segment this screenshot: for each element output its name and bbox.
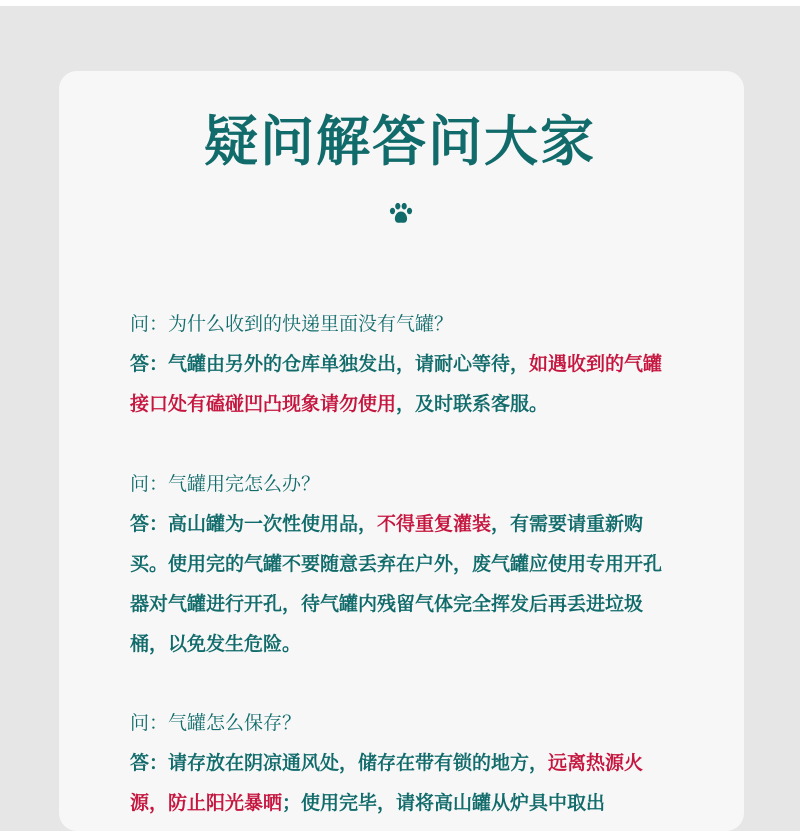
faq-item-3 [130,703,675,823]
answer-text: ；使用完毕，请将高山罐从炉具中取出 [282,792,606,814]
faq-item-1 [130,304,675,424]
answer-text: 答：请存放在阴凉通风处，储存在带有锁的地方， [130,752,549,774]
answer-highlight: 远离热源火源，防止阳光暴晒 [130,752,644,814]
faq-question: 问：气罐怎么保存？ [130,712,302,734]
answer-text: 答：高山罐为一次性使用品， [130,513,378,535]
faq-answer [130,504,675,664]
paw-toe-2 [395,203,400,210]
faq-answer [130,344,675,424]
answer-highlight: 不得重复灌装 [377,513,492,535]
page-title: 疑问解答问大家 [204,110,596,173]
paw-toe-4 [407,208,412,214]
top-strip [0,0,800,6]
answer-text: ，有需要请重新购买。使用完的气罐不要随意丢弃在户外，废气罐应使用专用开孔器对气罐进行开孔，待气罐内残留气体完全挥发后再丢进垃圾桶，以免发生危险。 [130,513,663,655]
answer-highlight: 如遇收到的气罐接口处有磕碰凹凸现象请勿使用 [130,353,663,415]
paw-toe-3 [402,203,407,210]
faq-question: 问：为什么收到的快递里面没有气罐？ [130,313,454,335]
answer-text: ，及时联系客服。 [396,393,549,415]
faq-answer [130,743,675,823]
faq-question: 问：气罐用完怎么办？ [130,473,321,495]
paw-pad [395,212,407,223]
faq-item-2 [130,464,675,664]
paw-print-icon [388,202,414,226]
paw-toe-1 [390,208,395,214]
answer-text: 答：气罐由另外的仓库单独发出，请耐心等待， [130,353,530,375]
